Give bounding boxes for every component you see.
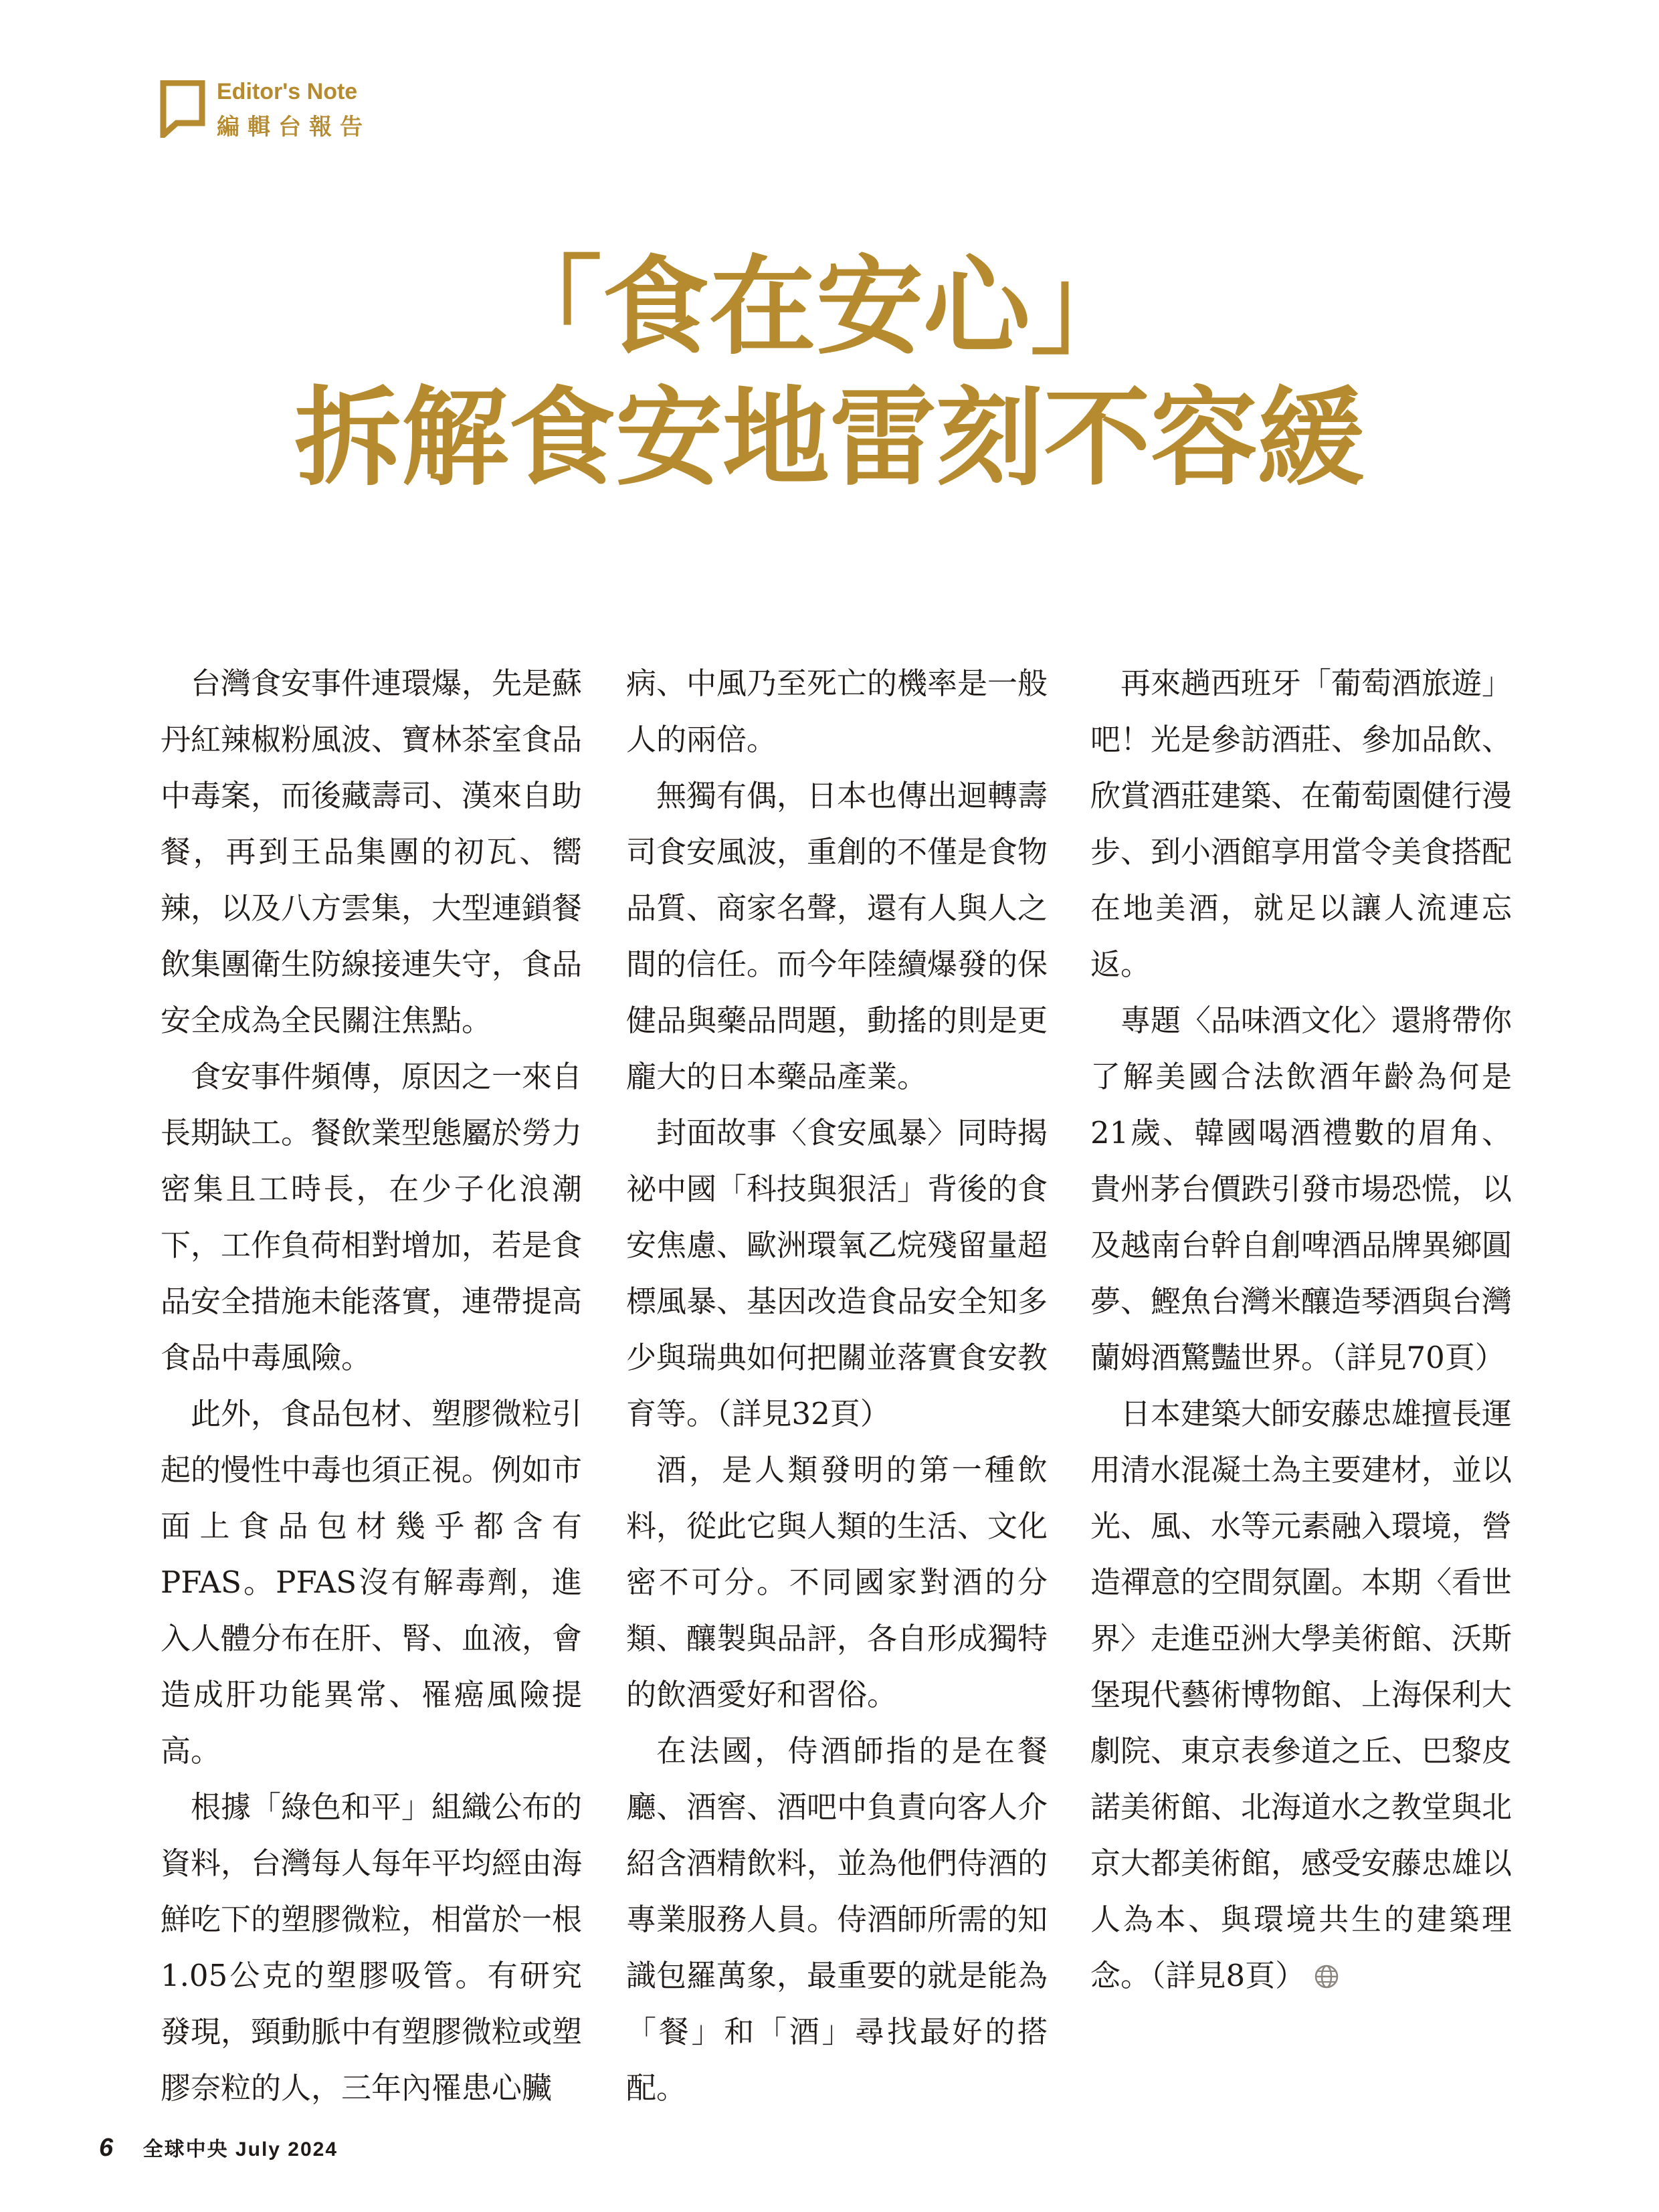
speech-bubble-icon	[159, 80, 206, 138]
article-paragraph	[161, 1779, 582, 2116]
section-label-zh: 編輯台報告	[217, 114, 371, 140]
paragraph-text: 封面故事〈食安風暴〉同時揭祕中國「科技與狠活」背後的食安焦慮、歐洲環氧乙烷殘留量超標風暴、基因改造食品安全知多少與瑞典如何把關並落實食安教育等。（詳見32頁）	[626, 1115, 1048, 1431]
article-paragraph	[161, 1386, 582, 1779]
paragraph-text: 此外，食品包材、塑膠微粒引起的慢性中毒也須正視。例如市面上食品包材幾乎都含有PFAS。PFAS沒有解毒劑，進入人體分布在肝、腎、血液，會造成肝功能異常、罹癌風險提高。	[161, 1396, 583, 1769]
globe-icon	[1313, 1963, 1340, 1990]
page-footer	[99, 2132, 338, 2163]
page-number: 6	[99, 2134, 114, 2162]
paragraph-text: 食安事件頻傳，原因之一來自長期缺工。餐飲業型態屬於勞力密集且工時長，在少子化浪潮下，工作負荷相對增加，若是食品安全措施未能落實，連帶提高食品中毒風險。	[161, 1059, 583, 1375]
publication-info: 全球中央 July 2024	[142, 2138, 338, 2160]
paragraph-text: 日本建築大師安藤忠雄擅長運用清水混凝土為主要建材，並以光、風、水等元素融入環境，營造禪意的空間氛圍。本期〈看世界〉走進亞洲大學美術館、沃斯堡現代藝術博物館、上海保利大劇院、東京表參道之丘、巴黎皮諾美術館、北海道水之教堂與北京大都美術館，感受安藤忠雄以人為本、與環境共生的建築理念。（詳見8頁）	[1090, 1396, 1512, 1993]
article-column-2	[626, 656, 1048, 2116]
article-paragraph	[1090, 993, 1512, 1386]
paragraph-text: 根據「綠色和平」組織公布的資料，台灣每人每年平均經由海鮮吃下的塑膠微粒，相當於一根1.05公克的塑膠吸管。有研究發現，頸動脈中有塑膠微粒或塑膠奈粒的人，三年內罹患心臟	[161, 1789, 583, 2106]
article-paragraph	[626, 1442, 1048, 1723]
paragraph-text: 在法國，侍酒師指的是在餐廳、酒窖、酒吧中負責向客人介紹含酒精飲料，並為他們侍酒的專業服務人員。侍酒師所需的知識包羅萬象，最重要的就是能為「餐」和「酒」尋找最好的搭配。	[626, 1733, 1048, 2106]
article-paragraph	[161, 656, 582, 1049]
headline-line-1: 「食在安心」	[494, 243, 1137, 369]
article-paragraph	[1090, 1386, 1512, 2004]
article-paragraph	[626, 1723, 1048, 2116]
paragraph-text: 專題〈品味酒文化〉還將帶你了解美國合法飲酒年齡為何是21歲、韓國喝酒禮數的眉角、貴州茅台價跌引發市場恐慌，以及越南台幹自創啤酒品牌異鄉圓夢、鰹魚台灣米釀造琴酒與台灣蘭姆酒驚豔世界。（詳見70頁）	[1090, 1003, 1512, 1375]
headline	[0, 241, 1659, 503]
paragraph-text: 再來趟西班牙「葡萄酒旅遊」吧！光是參訪酒莊、參加品飲、欣賞酒莊建築、在葡萄園健行漫步、到小酒館享用當令美食搭配在地美酒，就足以讓人流連忘返。	[1090, 666, 1512, 982]
article-paragraph	[626, 656, 1048, 768]
article-paragraph	[626, 768, 1048, 1105]
article-paragraph	[161, 1049, 582, 1386]
paragraph-text: 台灣食安事件連環爆，先是蘇丹紅辣椒粉風波、寶林茶室食品中毒案，而後藏壽司、漢來自助餐，再到王品集團的初瓦、嚮辣，以及八方雲集，大型連鎖餐飲集團衛生防線接連失守，食品安全成為全民關注焦點。	[161, 666, 583, 1038]
paragraph-text: 酒，是人類發明的第一種飲料，從此它與人類的生活、文化密不可分。不同國家對酒的分類、釀製與品評，各自形成獨特的飲酒愛好和習俗。	[626, 1452, 1048, 1712]
paragraph-text: 病、中風乃至死亡的機率是一般人的兩倍。	[626, 666, 1048, 757]
section-label-en: Editor's Note	[217, 79, 358, 104]
article-column-1	[161, 656, 582, 2116]
article-paragraph	[626, 1105, 1048, 1442]
section-tag	[159, 79, 380, 146]
headline-line-2: 拆解食安地雷刻不容緩	[294, 375, 1365, 500]
paragraph-text: 無獨有偶，日本也傳出迴轉壽司食安風波，重創的不僅是食物品質、商家名聲，還有人與人之間的信任。而今年陸續爆發的保健品與藥品問題，動搖的則是更龐大的日本藥品產業。	[626, 778, 1048, 1094]
article-column-3	[1090, 656, 1512, 2004]
article-paragraph	[1090, 656, 1512, 993]
